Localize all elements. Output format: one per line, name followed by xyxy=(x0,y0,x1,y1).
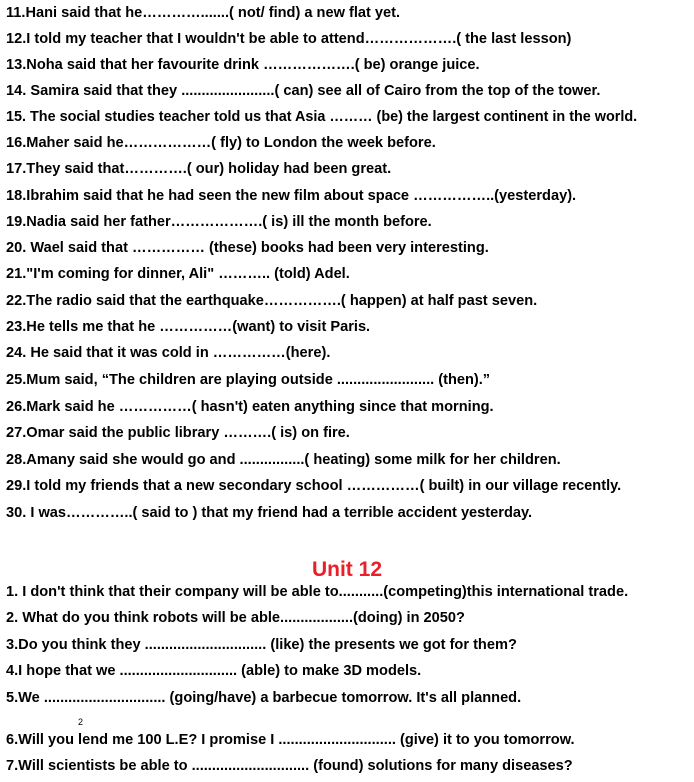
question-27: 27.Omar said the public library ……….( is) on fire. xyxy=(6,425,350,441)
question-24: 24. He said that it was cold in ……………(here). xyxy=(6,345,331,361)
unit12-question-1: 1. I don't think that their company will be able to...........(competing)this international trade. xyxy=(6,584,629,600)
unit12-question-7: 7.Will scientists be able to ............................. (found) solutions for many diseases? xyxy=(6,758,573,774)
question-19: 19.Nadia said her father……………….( is) ill the month before. xyxy=(6,214,432,230)
question-29: 29.I told my friends that a new secondary school ……………( built) in our village recently. xyxy=(6,478,622,494)
question-14: 14. Samira said that they .......................( can) see all of Cairo from the top of the tower. xyxy=(6,83,601,99)
question-30: 30. I was…………..( said to ) that my friend had a terrible accident yesterday. xyxy=(6,505,533,521)
question-11: 11.Hani said that he………….......( not/ find) a new flat yet. xyxy=(6,5,401,21)
question-21: 21."I'm coming for dinner, Ali" ……….. (told) Adel. xyxy=(6,266,350,282)
question-20: 20. Wael said that …………… (these) books had been very interesting. xyxy=(6,240,489,256)
unit-12-heading: Unit 12 xyxy=(311,558,382,581)
question-18: 18.Ibrahim said that he had seen the new film about space ……………..(yesterday). xyxy=(6,188,577,204)
question-23: 23.He tells me that he ……………(want) to visit Paris. xyxy=(6,319,371,335)
question-28: 28.Amany said she would go and ................( heating) some milk for her children. xyxy=(6,452,561,468)
unit12-question-5: 5.We .............................. (going/have) a barbecue tomorrow. It's all planned. xyxy=(6,690,522,706)
question-17: 17.They said that………….( our) holiday had been great. xyxy=(6,161,392,177)
unit12-question-6: 6.Will you lend me 100 L.E? I promise I ............................. (give) it to you tomorrow. xyxy=(6,732,575,748)
question-13: 13.Noha said that her favourite drink ……………….( be) orange juice. xyxy=(6,57,480,73)
question-25: 25.Mum said, “The children are playing outside ........................ (then).” xyxy=(6,372,491,388)
page-number: 2 xyxy=(78,717,84,727)
question-15: 15. The social studies teacher told us that Asia ……… (be) the largest continent in the world. xyxy=(6,109,638,125)
unit12-question-3: 3.Do you think they .............................. (like) the presents we got for them? xyxy=(6,637,517,653)
unit12-question-4: 4.I hope that we ............................. (able) to make 3D models. xyxy=(6,663,422,679)
question-12: 12.I told my teacher that I wouldn't be able to attend……………….( the last lesson) xyxy=(6,31,572,47)
question-16: 16.Maher said he………………( fly) to London the week before. xyxy=(6,135,436,151)
unit12-question-2: 2. What do you think robots will be able..................(doing) in 2050? xyxy=(6,610,465,626)
question-22: 22.The radio said that the earthquake…………….( happen) at half past seven. xyxy=(6,293,538,309)
question-26: 26.Mark said he ……………( hasn't) eaten anything since that morning. xyxy=(6,399,494,415)
